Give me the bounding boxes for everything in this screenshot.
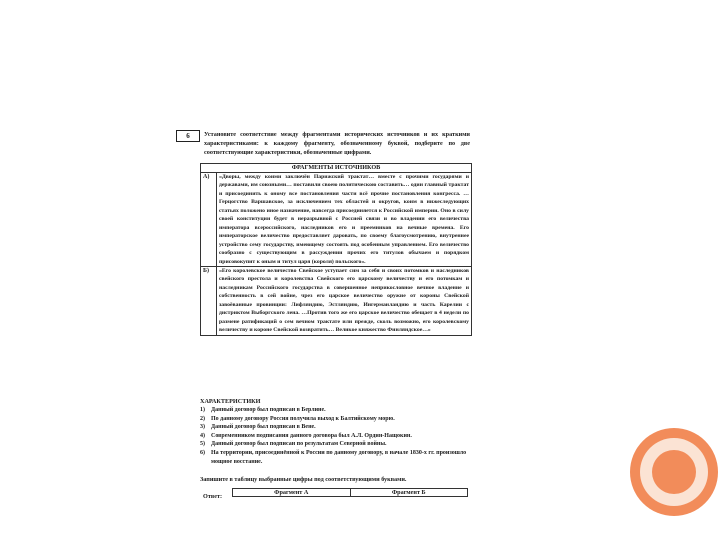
item-text: На территории, присоединённой к России по данному договору, в начале 1830-х гг. произошло мощное восстание.	[211, 449, 467, 465]
item-text: Данный договор был подписан в Вене.	[211, 424, 316, 431]
list-item	[200, 432, 472, 441]
answer-table	[232, 488, 468, 497]
characteristics-list	[200, 398, 472, 466]
fragment-row-b	[201, 267, 471, 335]
fragments-header: ФРАГМЕНТЫ ИСТОЧНИКОВ	[201, 164, 471, 173]
answer-header-row	[233, 489, 468, 497]
list-item	[200, 440, 472, 449]
fragment-text: «Дворы, между коими заключён Парижский трактат… вместе с прочими государями и державами, им союзными… поставили своею политическою составить… один главный трактат и присоединить к оному все постановления части всё прочие постановления конгресса. …Герцогство Варшавское, за исключением тех областей и округов, коим в нижеследующих статьях положено иное назначение, навсегда присоединяется к Российской империи. Оно в силу своей конституции будет в неразрывной с Россией связи и во владении его величества императора всероссийского, наследников его и преемников на вечные времена. Его императорское величество предоставляет даровать, по своему благоусмотрению, внутреннее устройство сему государству, имеющему состоять под особенным управлением. Его величество сообразно с существующим в рассуждении прочих его титулов обычаем и порядком присовокупит к оным и титул царя (короля) польского».	[219, 174, 469, 265]
fragment-letter: А)	[201, 173, 217, 266]
item-number: 3)	[200, 424, 205, 431]
item-number: 1)	[200, 407, 205, 413]
item-text: Современником подписания данного договора был А.Л. Ордин-Нащокин.	[211, 432, 412, 439]
answer-instruction: Запишите в таблицу выбранные цифры под соответствующими буквами.	[200, 476, 407, 483]
characteristics-title: ХАРАКТЕРИСТИКИ	[200, 398, 261, 405]
item-number: 2)	[200, 415, 205, 422]
task-instruction: Установите соответствие между фрагментами исторических источников и их краткими характеристиками: к каждому фрагменту, обозначенному буквой, подберите по две соответствующие характеристики, обозначенные цифрами.	[204, 131, 470, 156]
item-text: Данный договор был подписан по результатам Северной войны.	[211, 441, 387, 448]
answer-label: Ответ:	[203, 493, 223, 500]
task-number: 6	[176, 130, 200, 142]
item-text: Данный договор был подписан в Берлине.	[211, 407, 326, 413]
item-number: 6)	[200, 449, 205, 456]
list-item	[200, 423, 472, 432]
item-number: 4)	[200, 432, 205, 439]
item-number: 5)	[200, 441, 205, 448]
list-item	[200, 406, 472, 415]
fragment-letter: Б)	[201, 267, 217, 335]
fragments-table	[200, 163, 472, 336]
list-item	[200, 449, 472, 466]
answer-column-b-header: Фрагмент Б	[350, 489, 468, 497]
decorative-circle-inner	[652, 450, 696, 494]
fragment-row-a	[201, 173, 471, 267]
item-text: По данному договору Россия получила выход к Балтийскому морю.	[211, 415, 395, 422]
answer-column-a-header: Фрагмент А	[233, 489, 351, 497]
list-item	[200, 415, 472, 424]
fragment-text: «Его королевское величество Свейское уступает сим за себя и своих потомков и наследников свейского престола и королевства Свейского его царскому величеству и его потомкам и наследникам Российского государства в совершенное неприкословное вечное владение и собственность в сей войне, чрез его царское величество оружие от короны Свейской завоёванные провинции: Лифляндию, Эстляндию, Ингерманландию и часть Карелии с дистриктом Выборгского лена. …Против того же его царское величество обещает в 4 недели по размене ратификаций о сем вечном трактате или прежде, сколь возможно, его королевскому величеству и короне Свейской возвратить… Великое княжество Финляндское…»	[219, 267, 469, 334]
